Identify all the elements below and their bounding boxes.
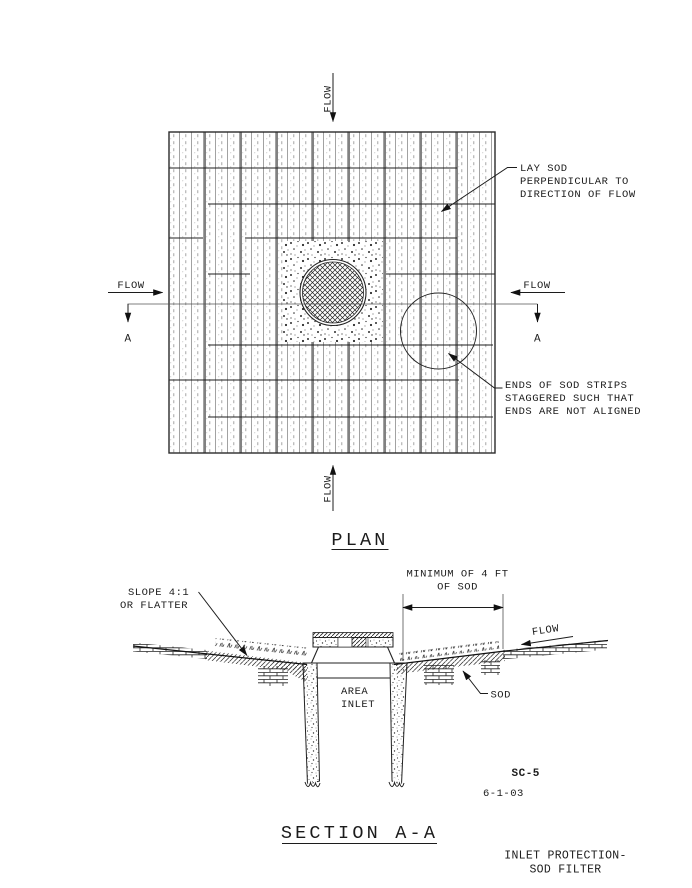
note-sod xyxy=(463,671,511,702)
flow-label-bottom: FLOW xyxy=(322,475,335,503)
flow-label-top: FLOW xyxy=(322,85,335,113)
flow-arrow-left xyxy=(108,280,163,293)
area-inlet-label-line1: AREA xyxy=(341,686,369,698)
section-title-group xyxy=(281,823,438,844)
note-lay-sod-line3: DIRECTION OF FLOW xyxy=(520,189,636,201)
plan-view xyxy=(108,73,641,551)
inlet-grate-circle xyxy=(300,260,366,326)
flow-arrow-right xyxy=(511,280,565,293)
sod-blocks-left xyxy=(133,643,207,660)
plan-title-group xyxy=(331,530,388,551)
dim-min-sod-line2: OF SOD xyxy=(437,581,478,594)
flow-label-right: FLOW xyxy=(523,280,551,292)
note-staggered-line2: STAGGERED SUCH THAT xyxy=(505,393,635,405)
flow-arrow-bottom xyxy=(323,466,335,512)
section-marker-left-label: A xyxy=(124,333,132,346)
grass-left xyxy=(215,638,307,656)
inlet-grate-section xyxy=(313,633,393,648)
note-lay-sod-line1: LAY SOD xyxy=(520,163,568,175)
inlet-wall-left xyxy=(303,663,320,785)
plan-title: PLAN xyxy=(331,530,389,551)
flow-label-left: FLOW xyxy=(117,280,145,292)
inlet-collar xyxy=(312,647,395,663)
sod-clump-left xyxy=(258,666,288,686)
inlet-wall-right xyxy=(390,663,407,785)
section-flow-arrow xyxy=(522,623,574,644)
note-staggered-line1: ENDS OF SOD STRIPS xyxy=(505,380,628,392)
dim-min-sod-line1: MINIMUM OF 4 FT xyxy=(406,568,509,581)
sod-clump-right xyxy=(424,665,454,685)
sheet-number: SC-5 xyxy=(511,768,540,780)
section-view xyxy=(120,569,608,845)
drawing-footer xyxy=(504,850,626,877)
sheet-date: 6-1-03 xyxy=(483,788,524,800)
ground-right xyxy=(394,640,608,685)
section-marker-right-label: A xyxy=(533,333,542,346)
note-lay-sod-line2: PERPENDICULAR TO xyxy=(520,176,629,188)
area-inlet-structure xyxy=(303,633,407,787)
note-slope-line2: OR FLATTER xyxy=(120,600,189,612)
drawing-title-line2: SOD FILTER xyxy=(529,863,602,877)
ground-left xyxy=(133,638,307,686)
drawing-title-line1: INLET PROTECTION- xyxy=(504,849,627,863)
area-inlet-label-line2: INLET xyxy=(341,699,376,711)
section-marker-right xyxy=(534,304,541,346)
section-title: SECTION A-A xyxy=(280,823,439,844)
sod-label: SOD xyxy=(490,689,511,702)
flow-arrow-top xyxy=(323,73,335,122)
note-staggered-line3: ENDS ARE NOT ALIGNED xyxy=(505,406,642,418)
section-flow-label: FLOW xyxy=(531,623,561,639)
section-marker-left xyxy=(124,304,131,346)
note-slope-line1: SLOPE 4:1 xyxy=(128,587,190,599)
